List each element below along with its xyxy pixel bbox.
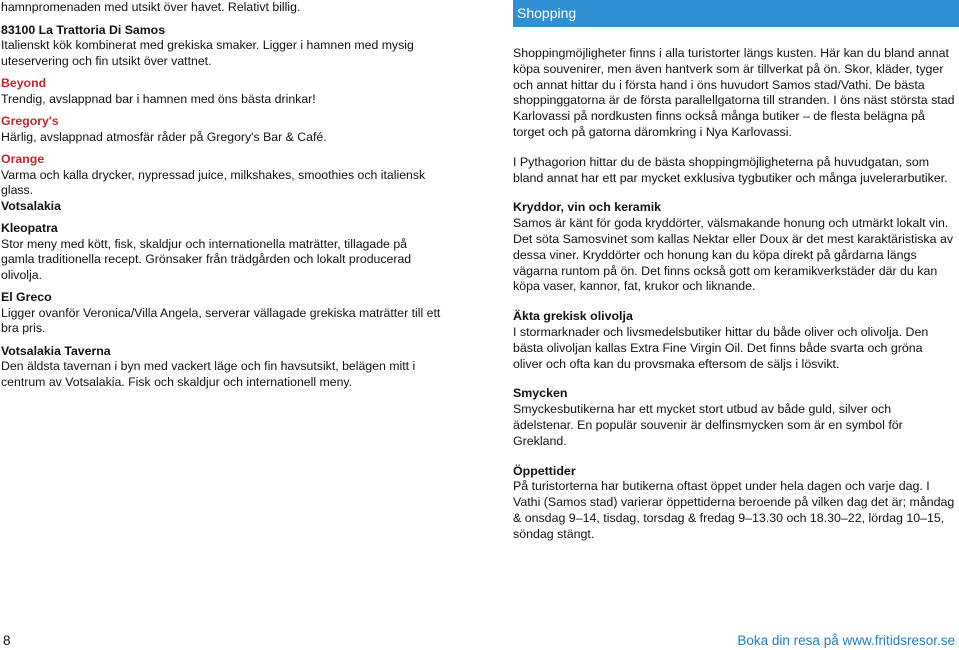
shopping-banner: Shopping xyxy=(513,0,959,27)
shopping-paragraph xyxy=(513,464,955,543)
shopping-paragraph xyxy=(513,155,955,187)
paragraph-text: På turistorterna har butikerna oftast öppet under hela dagen och varje dag. I Vathi (Samos stad) varierar öppettiderna beroende på vilken dag det är; måndag & onsdag 9–14, tisdag, torsdag & fredag 9–13.30 och 18.30–22, lördag 10–15, söndag stängt. xyxy=(513,479,955,541)
shopping-section xyxy=(513,46,955,557)
shopping-paragraph xyxy=(513,309,955,372)
restaurant-name: Orange xyxy=(1,152,45,166)
restaurant-entry xyxy=(1,221,441,283)
left-column xyxy=(1,0,441,390)
restaurant-entry xyxy=(1,23,441,70)
paragraph-title: Kryddor, vin och keramik xyxy=(513,200,662,215)
restaurant-desc: Ligger ovanför Veronica/Villa Angela, serverar vällagade grekiska maträtter till ett bra pris. xyxy=(1,305,441,335)
restaurant-name: Beyond xyxy=(1,76,47,90)
restaurant-entry xyxy=(1,344,441,391)
intro-text: hamnpromenaden med utsikt över havet. Relativt billig. xyxy=(1,0,301,14)
paragraph-text: Smyckesbutikerna har ett mycket stort utbud av både guld, silver och ädelstenar. En populär souvenir är delfinsmycken som är en symbol för Grekland. xyxy=(513,402,903,448)
restaurant-entry xyxy=(1,152,441,199)
shopping-paragraph xyxy=(513,386,955,449)
restaurant-desc: Italienskt kök kombinerat med grekiska smaker. Ligger i hamnen med mysig uteservering och fin utsikt över vattnet. xyxy=(1,38,414,68)
shopping-paragraph xyxy=(513,200,955,295)
restaurant-desc: Trendig, avslappnad bar i hamnen med öns bästa drinkar! xyxy=(1,91,316,106)
restaurant-entry xyxy=(1,114,441,145)
paragraph-text: I stormarknader och livsmedelsbutiker hittar du både oliver och olivolja. Den bästa olivoljan kallas Extra Fine Virgin Oil. Det finns både svarta och gröna oliver och ofta kan du provsmaka eftersom de säljs i lösvikt. xyxy=(513,324,929,371)
restaurant-entry xyxy=(1,76,441,107)
restaurant-name: El Greco xyxy=(1,290,52,304)
restaurant-desc: Härlig, avslappnad atmosfär råder på Gregory's Bar & Café. xyxy=(1,129,327,144)
restaurant-name: Kleopatra xyxy=(1,221,58,235)
paragraph-title: Äkta grekisk olivolja xyxy=(513,309,633,324)
restaurant-name: 83100 La Trattoria Di Samos xyxy=(1,22,166,37)
restaurant-name: Votsalakia Taverna xyxy=(1,343,111,358)
area-heading xyxy=(1,199,441,215)
shopping-paragraph xyxy=(513,46,955,141)
restaurant-desc: Stor meny med kött, fisk, skaldjur och internationella maträtter, tillagade på gamla traditionella recept. Grönsaker från trädgården och lokalt producerad olivolja. xyxy=(1,236,412,282)
restaurant-desc: Den äldsta tavernan i byn med vackert läge och fin havsutsikt, belägen mitt i centrum av Votsalakia. Fisk och skaldjur och internationell meny. xyxy=(1,359,416,389)
restaurant-entry xyxy=(1,290,441,337)
booking-link[interactable]: Boka din resa på www.fritidsresor.se xyxy=(737,633,955,648)
page-number: 8 xyxy=(3,633,11,648)
paragraph-title: Smycken xyxy=(513,386,568,401)
paragraph-text: Samos är känt för goda kryddörter, välsmakande honung och utmärkt lokalt vin. Det söta Samosvinet som kallas Nektar eller Doux är det mest karaktäristiska av dessa viner. Kryddörter och honung kan du köpa direkt på gårdarna längs vägarna runtom på ön. Det finns också gott om keramikverkstäder där du kan köpa vaser, kannor, fat, krukor och liknande. xyxy=(513,216,954,294)
area-name: Votsalakia xyxy=(1,198,61,213)
restaurant-name: Gregory's xyxy=(1,114,59,128)
paragraph-text: Shoppingmöjligheter finns i alla turistorter längs kusten. Här kan du bland annat köpa souvenirer, men även hantverk som är tillverkat på ön. Skor, kläder, tyger och annat hittar du i första hand i öns huvudort Samos stad/Vathi. De bästa shoppinggatorna är de första parallellgatorna till stranden. I öns näst största stad Karlovassi på nordkusten finns också många butiker – de flesta belägna på torget och på gatorna däromkring i Nya Karlovassi. xyxy=(513,46,955,139)
restaurant-desc: Varma och kalla drycker, nypressad juice, milkshakes, smoothies och italiensk glass. xyxy=(1,167,426,197)
paragraph-title: Öppettider xyxy=(513,463,576,478)
paragraph-text: I Pythagorion hittar du de bästa shoppingmöjligheterna på huvudgatan, som bland annat har ett par mycket exklusiva tygbutiker och många juvelerarbutiker. xyxy=(513,154,948,185)
